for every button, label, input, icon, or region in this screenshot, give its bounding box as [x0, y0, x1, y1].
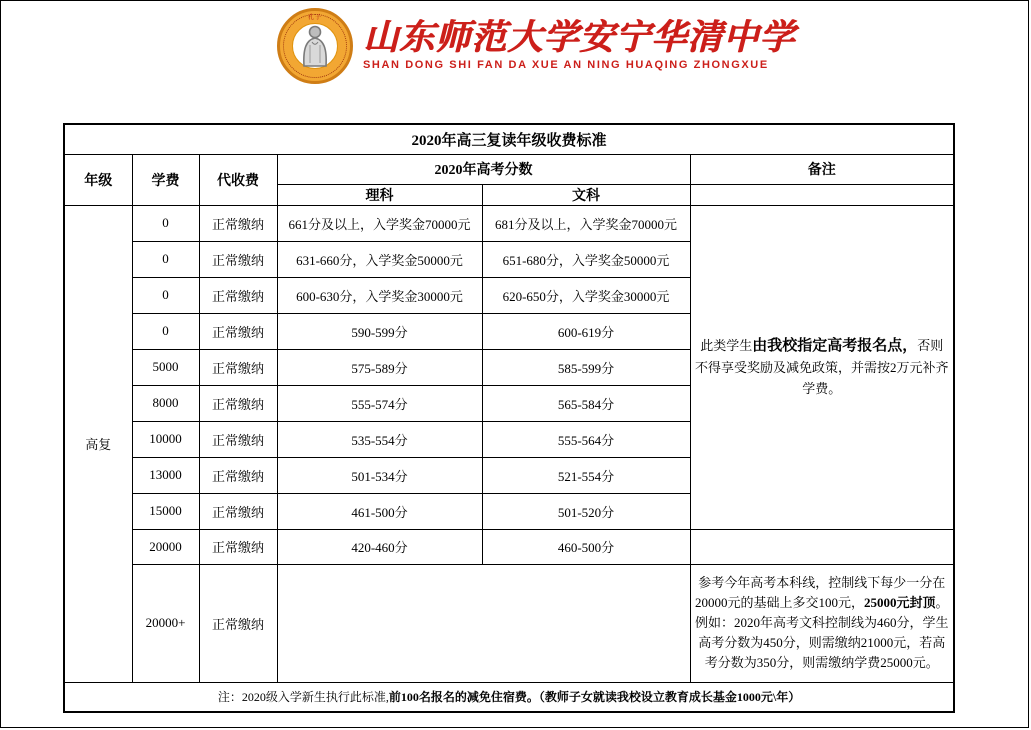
seal-mark-text: 孔子 — [307, 15, 323, 21]
school-name-block — [363, 18, 795, 71]
school-seal-icon — [277, 8, 353, 84]
remark-main-part3: 否则不得享受奖励及减免政策，并需按2万元补齐学费。 — [695, 338, 949, 396]
arts-score-cell: 521-554分 — [482, 457, 690, 493]
science-score-cell: 661分及以上，入学奖金70000元 — [277, 205, 482, 241]
tuition-cell: 0 — [132, 277, 199, 313]
science-score-cell: 575-589分 — [277, 349, 482, 385]
col-header-arts: 文科 — [482, 184, 690, 205]
footnote-part1: 注：2020级入学新生执行此标准, — [217, 690, 389, 705]
arts-score-cell: 651-680分，入学奖金50000元 — [482, 241, 690, 277]
pay-cell: 正常缴纳 — [199, 313, 277, 349]
arts-score-cell: 555-564分 — [482, 421, 690, 457]
footnote — [64, 682, 954, 712]
tuition-cell: 20000+ — [132, 564, 199, 682]
tuition-cell: 0 — [132, 205, 199, 241]
col-header-grade: 年级 — [64, 154, 132, 205]
school-logo — [277, 8, 795, 84]
fee-table — [63, 123, 955, 713]
school-name-chinese: 山东师范大学安宁华清中学 — [363, 18, 796, 57]
tuition-cell: 0 — [132, 241, 199, 277]
tuition-cell: 15000 — [132, 493, 199, 529]
pay-cell: 正常缴纳 — [199, 457, 277, 493]
remark-overflow-part1: 参考今年高考本科线，控制线下每少一分在20000元的基础上多交100元， — [695, 574, 946, 610]
grade-cell: 高复 — [64, 205, 132, 682]
score-empty-cell — [277, 564, 690, 682]
school-name-pinyin: SHAN DONG SHI FAN DA XUE AN NING HUAQING ZHONGXUE — [363, 59, 769, 72]
pay-cell: 正常缴纳 — [199, 529, 277, 564]
tuition-cell: 5000 — [132, 349, 199, 385]
science-score-cell: 555-574分 — [277, 385, 482, 421]
header-row-1 — [64, 154, 954, 184]
footnote-bold: 前100名报名的减免住宿费。（教师子女就读我校设立教育成长基金1000元\年） — [388, 690, 801, 705]
table-title: 2020年高三复读年级收费标准 — [64, 124, 954, 154]
science-score-cell: 420-460分 — [277, 529, 482, 564]
science-score-cell: 600-630分，入学奖金30000元 — [277, 277, 482, 313]
pay-cell: 正常缴纳 — [199, 385, 277, 421]
arts-score-cell: 681分及以上，入学奖金70000元 — [482, 205, 690, 241]
arts-score-cell: 501-520分 — [482, 493, 690, 529]
remark-main-part1: 此类学生 — [700, 338, 753, 354]
pay-cell: 正常缴纳 — [199, 205, 277, 241]
col-header-science: 理科 — [277, 184, 482, 205]
arts-score-cell: 600-619分 — [482, 313, 690, 349]
tuition-cell: 20000 — [132, 529, 199, 564]
remark-main-cell — [690, 205, 954, 529]
science-score-cell: 590-599分 — [277, 313, 482, 349]
remark-empty-cell — [690, 529, 954, 564]
table-row-overflow-tuition — [64, 564, 954, 682]
remark-overflow-part3: 。例如：2020年高考文科控制线为460分，学生高考分数为450分，则需缴纳21000元，若高考分数为350分，则需缴纳学费25000元。 — [695, 594, 949, 671]
remarks-header-spacer — [690, 184, 954, 205]
tuition-cell: 0 — [132, 313, 199, 349]
table-title-row — [64, 124, 954, 154]
col-header-gaokao-score: 2020年高考分数 — [277, 154, 690, 184]
footnote-row — [64, 682, 954, 712]
pay-cell: 正常缴纳 — [199, 421, 277, 457]
pay-cell: 正常缴纳 — [199, 277, 277, 313]
tuition-cell: 13000 — [132, 457, 199, 493]
arts-score-cell: 565-584分 — [482, 385, 690, 421]
science-score-cell: 535-554分 — [277, 421, 482, 457]
science-score-cell: 631-660分，入学奖金50000元 — [277, 241, 482, 277]
pay-cell: 正常缴纳 — [199, 564, 277, 682]
science-score-cell: 461-500分 — [277, 493, 482, 529]
pay-cell: 正常缴纳 — [199, 349, 277, 385]
col-header-collection-fee: 代收费 — [199, 154, 277, 205]
remark-main-bold: 由我校指定高考报名点， — [752, 338, 918, 355]
tuition-cell: 10000 — [132, 421, 199, 457]
arts-score-cell: 585-599分 — [482, 349, 690, 385]
col-header-remarks: 备注 — [690, 154, 954, 184]
arts-score-cell: 460-500分 — [482, 529, 690, 564]
remark-overflow-cell — [690, 564, 954, 682]
pay-cell: 正常缴纳 — [199, 493, 277, 529]
table-row — [64, 529, 954, 564]
table-row — [64, 205, 954, 241]
arts-score-cell: 620-650分，入学奖金30000元 — [482, 277, 690, 313]
pay-cell: 正常缴纳 — [199, 241, 277, 277]
tuition-cell: 8000 — [132, 385, 199, 421]
science-score-cell: 501-534分 — [277, 457, 482, 493]
seal-figure-icon — [292, 23, 338, 69]
col-header-tuition: 学费 — [132, 154, 199, 205]
remark-overflow-bold: 25000元封顶 — [864, 594, 936, 610]
